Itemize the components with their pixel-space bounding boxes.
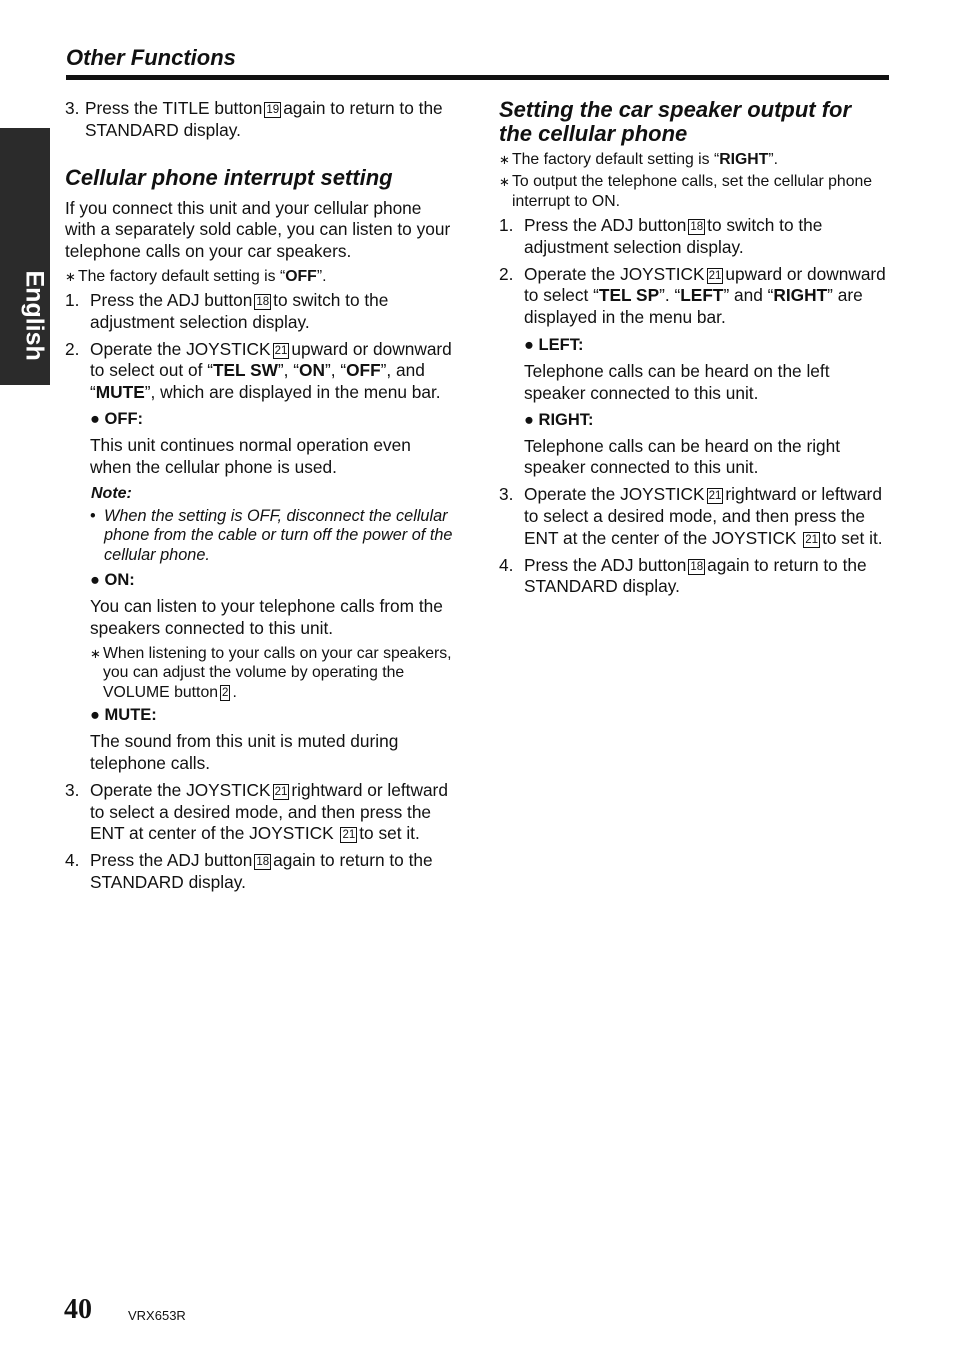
right-description: Telephone calls can be heard on the right speaker connected to this unit. bbox=[524, 435, 841, 478]
page-number: 40 bbox=[64, 1294, 92, 1325]
intro-paragraph: If you connect this unit and your cellular phone with a separately sold cable, you can listen to your telephone calls on your car speakers. bbox=[65, 197, 451, 262]
button-ref-box: 21 bbox=[274, 785, 288, 798]
right-label: ● RIGHT: bbox=[524, 410, 594, 429]
button-ref-box: 2 bbox=[222, 686, 229, 699]
heading-cellular-interrupt: Cellular phone interrupt setting bbox=[65, 164, 393, 190]
step-text: ”, “ bbox=[277, 360, 300, 381]
note-text: ”. bbox=[768, 151, 779, 168]
mute-label: ● MUTE: bbox=[90, 706, 157, 725]
step-text: again to return to the STANDARD display. bbox=[85, 98, 443, 140]
step-text: ”, and “ bbox=[90, 360, 425, 403]
step-number: 4. bbox=[499, 554, 514, 575]
asterisk-icon: ∗ bbox=[499, 174, 510, 189]
button-ref-box: 21 bbox=[708, 269, 722, 282]
left-label: ● LEFT: bbox=[524, 335, 584, 354]
button-ref-box: 18 bbox=[256, 295, 270, 308]
step-text: upward or downward to select out of “ bbox=[90, 338, 452, 381]
button-ref-box: 18 bbox=[690, 221, 704, 233]
on-volume-note bbox=[65, 644, 455, 703]
note-text: When listening to your calls on your car speakers, you can adjust the volume by operating the VOLUME button bbox=[103, 644, 452, 701]
asterisk-icon: ∗ bbox=[65, 268, 76, 284]
option-mute: MUTE bbox=[95, 382, 145, 403]
default-setting-note bbox=[499, 150, 889, 170]
off-label: ● OFF: bbox=[90, 409, 144, 428]
on-description: You can listen to your telephone calls from the speakers connected to this unit. bbox=[90, 596, 443, 638]
heading-speaker-output: Setting the car speaker output for the cellular phone bbox=[499, 97, 852, 146]
step-2-joystick bbox=[65, 339, 455, 404]
step-3-joystick bbox=[499, 484, 889, 549]
section-title: Other Functions bbox=[66, 45, 236, 70]
step-text: Press the ADJ button bbox=[90, 850, 253, 871]
button-ref-box: 21 bbox=[708, 490, 722, 503]
step-1-adj bbox=[65, 290, 455, 334]
option-right: RIGHT bbox=[773, 285, 828, 306]
step-number: 3. bbox=[65, 779, 80, 800]
step-text: rightward or leftward to select a desired mode, and then press the ENT at the center of the JOYSTICK bbox=[524, 484, 882, 548]
option-left: LEFT bbox=[680, 285, 724, 306]
note-text: To output the telephone calls, set the cellular phone interrupt to ON. bbox=[512, 173, 873, 210]
step-4-adj bbox=[499, 555, 889, 599]
step-text: ” and “ bbox=[723, 285, 774, 306]
step-text: Press the ADJ button bbox=[524, 215, 687, 235]
asterisk-icon: ∗ bbox=[499, 152, 510, 167]
on-label: ● ON: bbox=[90, 571, 135, 590]
step-3-title-return bbox=[65, 98, 455, 142]
bullet-dot-icon: • bbox=[90, 506, 96, 525]
step-text: again to return to the STANDARD display. bbox=[90, 850, 433, 892]
step-text: to switch to the adjustment selection display. bbox=[90, 289, 389, 332]
mute-description: The sound from this unit is muted during telephone calls. bbox=[90, 731, 399, 773]
step-number: 3. bbox=[499, 484, 514, 505]
side-tab-subtitle: Owner’s manual bbox=[24, 398, 38, 492]
button-ref-box: 19 bbox=[266, 104, 280, 116]
default-setting-note bbox=[65, 267, 455, 287]
option-tel-sw: TEL SW bbox=[212, 360, 278, 381]
step-text: Operate the JOYSTICK bbox=[90, 338, 271, 359]
button-ref-box: 18 bbox=[256, 856, 270, 869]
step-number: 1. bbox=[65, 289, 80, 310]
note-text: When the setting is OFF, disconnect the cellular phone from the cable or turn off the power of the cellular phone. bbox=[104, 506, 453, 564]
step-text: Press the ADJ button bbox=[90, 289, 253, 310]
default-value: OFF bbox=[285, 267, 317, 285]
step-2-joystick bbox=[499, 264, 889, 329]
step-text: Operate the JOYSTICK bbox=[90, 779, 271, 800]
note-text: The factory default setting is “ bbox=[512, 151, 720, 168]
button-ref-box: 21 bbox=[342, 829, 356, 842]
step-text: ”, which are displayed in the menu bar. bbox=[144, 382, 441, 403]
left-column bbox=[65, 98, 455, 894]
interrupt-on-note bbox=[499, 172, 889, 212]
step-number: 2. bbox=[499, 263, 514, 284]
step-4-adj bbox=[65, 850, 455, 894]
step-text: Operate the JOYSTICK bbox=[524, 263, 705, 284]
option-on: ON bbox=[299, 360, 325, 381]
step-number: 1. bbox=[499, 215, 514, 235]
language-side-tab bbox=[0, 128, 50, 492]
step-text: again to return to the STANDARD display. bbox=[524, 554, 867, 597]
note-text: ”. bbox=[316, 267, 327, 285]
asterisk-icon: ∗ bbox=[90, 645, 101, 661]
note-item bbox=[65, 507, 455, 566]
step-text: rightward or leftward to select a desired mode, and then press the ENT at center of the JOYSTICK bbox=[90, 779, 448, 844]
step-number: 4. bbox=[65, 850, 80, 871]
default-value: RIGHT bbox=[719, 151, 769, 168]
option-tel-sp: TEL SP bbox=[598, 285, 660, 306]
note-text: . bbox=[232, 683, 237, 701]
step-text: ”, “ bbox=[324, 360, 347, 381]
step-text: Press the TITLE button bbox=[85, 98, 263, 118]
step-3-joystick bbox=[65, 780, 455, 845]
header-rule bbox=[66, 75, 889, 80]
step-number: 3. bbox=[65, 98, 80, 118]
step-text: upward or downward to select “ bbox=[524, 263, 886, 306]
step-text: to switch to the adjustment selection display. bbox=[524, 215, 823, 257]
step-text: Operate the JOYSTICK bbox=[524, 484, 705, 505]
step-text: ” are displayed in the menu bar. bbox=[524, 285, 863, 328]
button-ref-box: 21 bbox=[274, 344, 288, 357]
note-text: The factory default setting is “ bbox=[78, 267, 286, 285]
off-description: This unit continues normal operation even when the cellular phone is used. bbox=[90, 434, 411, 477]
option-off: OFF bbox=[346, 360, 381, 381]
left-description: Telephone calls can be heard on the left speaker connected to this unit. bbox=[524, 360, 830, 403]
step-text: to set it. bbox=[359, 823, 420, 844]
button-ref-box: 18 bbox=[690, 560, 704, 573]
step-number: 2. bbox=[65, 338, 80, 359]
note-heading: Note: bbox=[91, 484, 132, 502]
step-1-adj bbox=[499, 215, 889, 259]
side-tab-language: English bbox=[20, 270, 49, 361]
button-ref-box: 21 bbox=[805, 533, 819, 546]
model-number: VRX653R bbox=[128, 1308, 186, 1323]
right-column bbox=[499, 98, 889, 598]
step-text: to set it. bbox=[822, 527, 883, 548]
step-text: ”. “ bbox=[659, 285, 681, 306]
step-text: Press the ADJ button bbox=[524, 554, 687, 575]
